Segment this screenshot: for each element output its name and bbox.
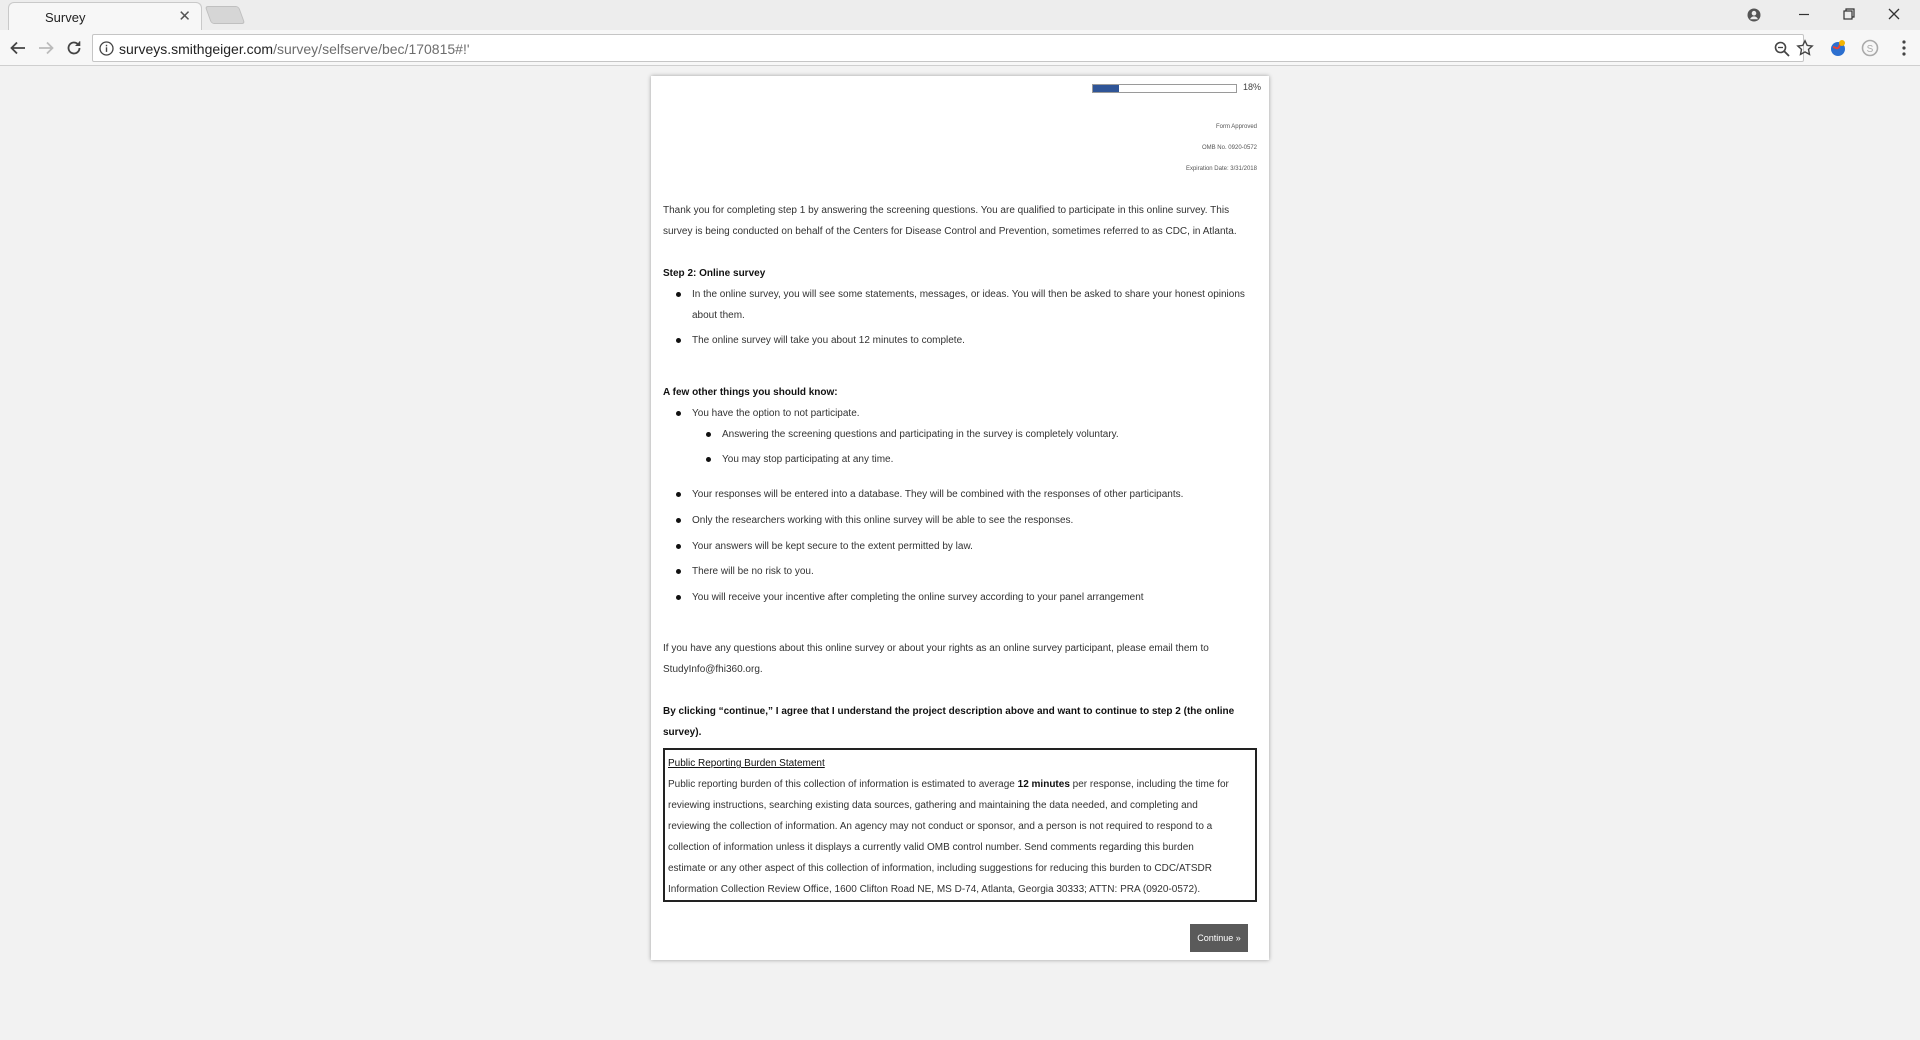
zoom-icon[interactable]	[1773, 40, 1791, 58]
list-item: The online survey will take you about 12 minutes to complete.	[692, 330, 965, 351]
list-item: You will receive your incentive after completing the online survey according to your panel arrangement	[692, 587, 1144, 608]
intro-line: Thank you for completing step 1 by answering the screening questions. You are qualified to participate in this online survey. This	[663, 205, 1230, 216]
extension-globe-icon[interactable]	[1828, 38, 1848, 58]
list-item: There will be no risk to you.	[692, 561, 814, 582]
restore-icon[interactable]	[1829, 2, 1869, 26]
url-text[interactable]	[119, 41, 470, 57]
menu-dots-icon[interactable]	[1894, 38, 1914, 58]
intro-paragraph	[663, 200, 1257, 242]
agreement-statement: By clicking “continue,” I agree that I understand the project description above and want to continue to step 2 (the online survey).	[663, 706, 1235, 738]
list-item: You have the option to not participate.	[692, 403, 860, 424]
list-item-text: In the online survey, you will see some statements, messages, or ideas. You will then be asked to share your honest opinions	[692, 289, 1245, 300]
burden-text: reviewing the collection of information. An agency may not conduct or sponsor, and a person is not required to respond to a	[668, 821, 1213, 832]
progress-fill	[1093, 85, 1119, 92]
url-path: /survey/selfserve/bec/170815#!'	[273, 41, 470, 57]
burden-text: per response, including the time for	[1069, 779, 1229, 790]
form-approved-label: Form Approved	[1215, 124, 1257, 130]
reload-icon[interactable]	[62, 36, 86, 60]
extension-skype-icon[interactable]	[1860, 38, 1880, 58]
burden-text: Public reporting burden of this collection of information is estimated to average	[668, 779, 1018, 790]
list-item: Your responses will be entered into a database. They will be combined with the responses of other participants.	[692, 484, 1183, 505]
questions-line: If you have any questions about this online survey or about your rights as an online survey participant, please email them to	[663, 643, 1209, 654]
list-item	[692, 284, 1262, 326]
list-item-text: about them.	[692, 310, 745, 321]
sub-list-item: Answering the screening questions and participating in the survey is completely voluntary.	[722, 424, 1119, 445]
star-icon[interactable]	[1796, 39, 1814, 57]
browser-titlebar	[0, 0, 1920, 30]
tab-close-icon[interactable]: ✕	[178, 8, 191, 25]
account-icon[interactable]	[1734, 2, 1774, 26]
omb-number: OMB No. 0920-0572	[1201, 145, 1257, 151]
forward-arrow-icon[interactable]	[34, 36, 58, 60]
contact-email: StudyInfo@fhi360.org.	[663, 664, 763, 675]
burden-text: collection of information unless it displays a currently valid OMB control number. Send comments regarding this burden	[668, 842, 1194, 853]
intro-line: survey is being conducted on behalf of the Centers for Disease Control and Prevention, sometimes referred to as CDC, in Atlanta.	[663, 226, 1237, 237]
continue-button[interactable]: Continue »	[1190, 924, 1248, 952]
list-item: Only the researchers working with this online survey will be able to see the responses.	[692, 510, 1073, 531]
burden-body	[668, 774, 1252, 900]
new-tab-button[interactable]	[205, 6, 246, 24]
step2-heading: Step 2: Online survey	[663, 268, 766, 279]
burden-title: Public Reporting Burden Statement	[668, 758, 825, 769]
url-host: surveys.smithgeiger.com	[119, 41, 274, 57]
burden-duration: 12 minutes	[1017, 779, 1070, 790]
progress-bar	[1092, 84, 1237, 93]
info-icon[interactable]	[99, 41, 114, 56]
survey-card	[651, 76, 1269, 960]
back-arrow-icon[interactable]	[6, 36, 30, 60]
burden-text: reviewing instructions, searching existing data sources, gathering and maintaining the data needed, and completing and	[668, 800, 1198, 811]
burden-statement-box	[663, 748, 1257, 902]
sub-list-item: You may stop participating at any time.	[722, 449, 893, 470]
expiration-date: Expiration Date: 3/31/2018	[1185, 166, 1257, 172]
burden-text: Information Collection Review Office, 1600 Clifton Road NE, MS D-74, Atlanta, Georgia 30333; ATTN: PRA (0920-0572).	[668, 884, 1201, 895]
burden-text: estimate or any other aspect of this collection of information, including suggestions for reducing this burden to CDC/ATSDR	[668, 863, 1212, 874]
address-bar[interactable]	[92, 34, 1804, 62]
close-icon[interactable]	[1874, 2, 1914, 26]
questions-paragraph	[663, 638, 1257, 680]
list-item: Your answers will be kept secure to the extent permitted by law.	[692, 536, 973, 557]
progress-label: 18%	[1243, 82, 1262, 92]
other-heading: A few other things you should know:	[663, 387, 838, 398]
minimize-icon[interactable]	[1784, 2, 1824, 26]
browser-toolbar	[0, 30, 1920, 66]
browser-tab[interactable]	[8, 2, 202, 30]
svg-text:S: S	[1866, 44, 1874, 55]
tab-title: Survey	[45, 10, 86, 25]
